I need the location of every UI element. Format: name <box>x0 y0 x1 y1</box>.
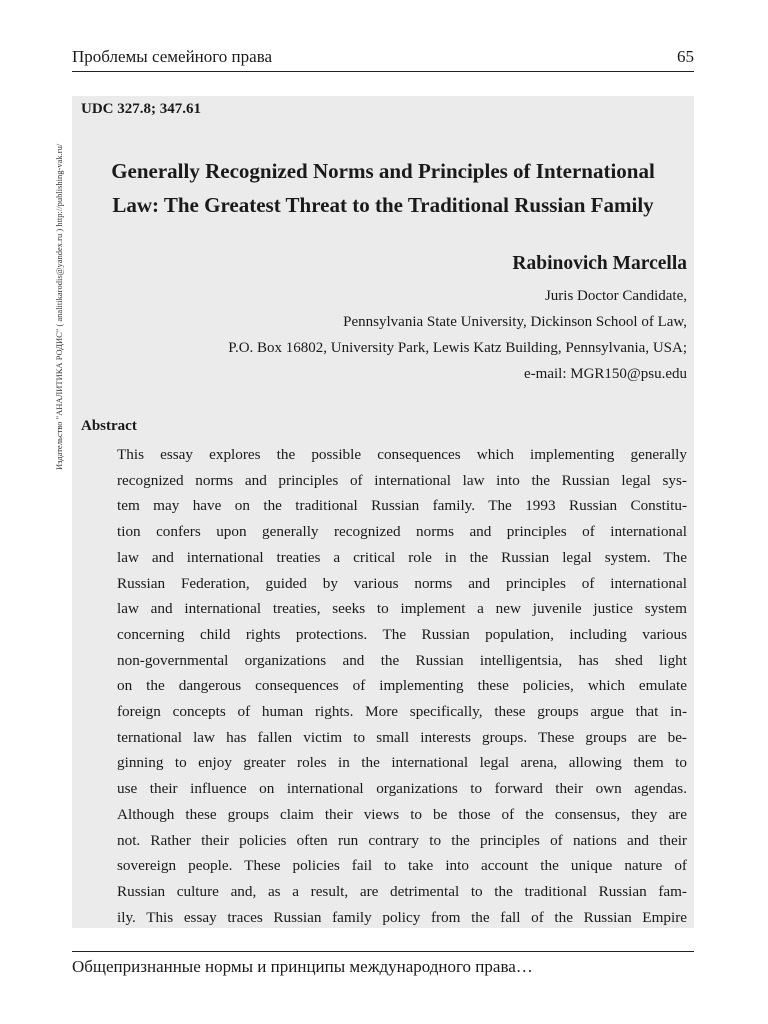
abstract-line: Although these groups claim their views to be those of the consensus, they are <box>117 805 687 823</box>
page-header <box>72 45 694 72</box>
abstract-line: on the dangerous consequences of implementing these policies, which emulate <box>117 677 687 695</box>
article-title <box>72 154 694 222</box>
abstract-heading: Abstract <box>81 418 137 434</box>
abstract-line: sovereign people. These policies fail to take into account the unique nature of <box>117 857 687 875</box>
page-number: 65 <box>677 47 694 66</box>
abstract-line: ternational law has fallen victim to small interests groups. These groups are be- <box>117 728 687 746</box>
abstract-line: ginning to enjoy greater roles in the international legal arena, allowing them to <box>117 754 687 772</box>
title-line: Law: The Greatest Threat to the Traditional Russian Family <box>112 193 654 217</box>
affiliation-line: Pennsylvania State University, Dickinson School of Law, <box>343 314 687 330</box>
affiliation-line: Juris Doctor Candidate, <box>544 288 687 304</box>
footer-running-title: Общепризнанные нормы и принципы международного права… <box>72 957 533 976</box>
abstract-line: foreign concepts of human rights. More specifically, these groups argue that in- <box>117 703 687 721</box>
abstract-line: concerning child rights protections. The Russian population, including various <box>117 625 687 643</box>
abstract-line: Russian Federation, guided by various norms and principles of international <box>117 574 687 592</box>
abstract-line: non-governmental organizations and the Russian intelligentsia, has shed light <box>117 651 687 669</box>
publisher-side-note: Издательство "АНАЛИТИКА РОДИС" ( analitikarodis@yandex.ru ) http://publishing-vak.ru/ <box>54 143 64 470</box>
abstract-line: recognized norms and principles of international law into the Russian legal sys- <box>117 471 687 489</box>
abstract-body <box>117 442 687 928</box>
abstract-line: tem may have on the traditional Russian family. The 1993 Russian Constitu- <box>117 497 687 515</box>
abstract-line: tion confers upon generally recognized norms and principles of international <box>117 523 687 541</box>
title-line: Generally Recognized Norms and Principles of International <box>111 159 655 183</box>
abstract-line: use their influence on international organizations to forward their own agendas. <box>117 780 687 798</box>
footer-divider <box>72 951 694 952</box>
abstract-line: ily. This essay traces Russian family policy from the fall of the Russian Empire <box>117 908 687 926</box>
affiliation-email: e-mail: MGR150@psu.edu <box>524 366 687 382</box>
author-affiliation <box>228 283 687 387</box>
udc-code: UDC 327.8; 347.61 <box>81 101 201 117</box>
journal-title: Проблемы семейного права <box>72 47 273 66</box>
abstract-line: law and international treaties, seeks to implement a new juvenile justice system <box>117 600 687 618</box>
affiliation-line: P.O. Box 16802, University Park, Lewis Katz Building, Pennsylvania, USA; <box>228 340 687 356</box>
article-panel <box>72 96 694 928</box>
abstract-line: law and international treaties a critical role in the Russian legal system. The <box>117 548 687 566</box>
abstract-line: Russian culture and, as a result, are detrimental to the traditional Russian fam- <box>117 882 687 900</box>
abstract-line: This essay explores the possible consequences which implementing generally <box>117 446 687 463</box>
author-name: Rabinovich Marcella <box>512 253 687 274</box>
abstract-line: not. Rather their policies often run contrary to the principles of nations and their <box>117 831 687 849</box>
